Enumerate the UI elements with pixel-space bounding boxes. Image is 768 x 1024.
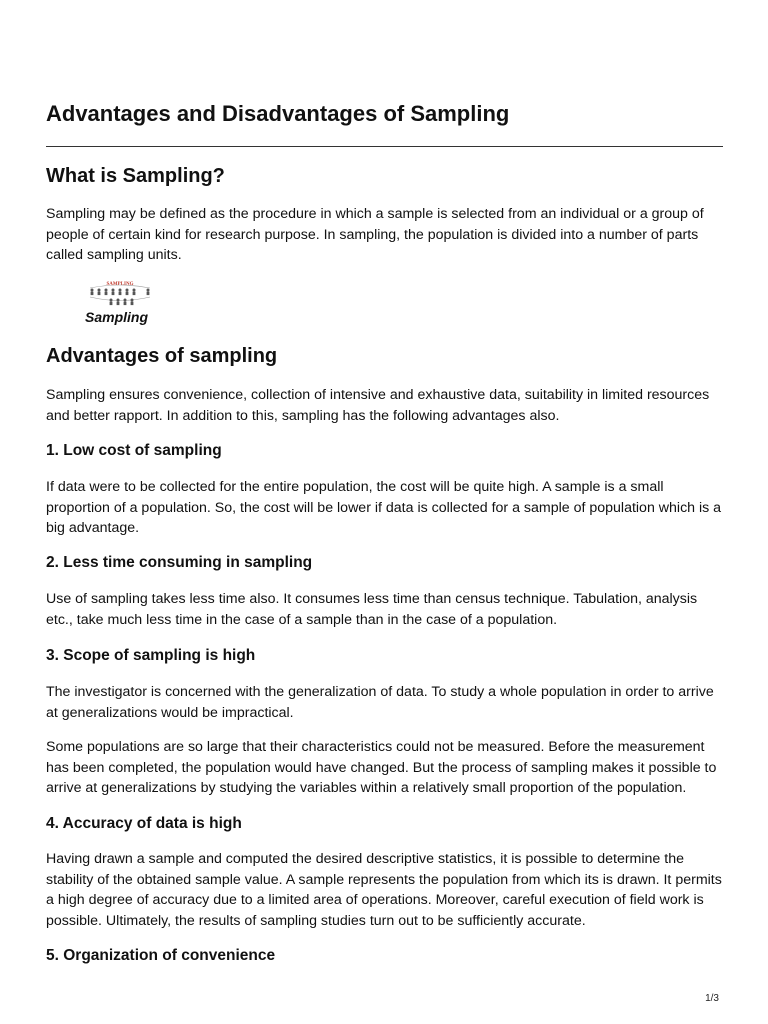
page-number: 1/3 <box>705 993 719 1004</box>
paragraph-less-time: Use of sampling takes less time also. It consumes less time than census technique. Tabulation, analysis etc., take much less time in the case of a sample than in the case of a population. <box>46 591 698 628</box>
paragraph-advantages-intro: Sampling ensures convenience, collection of intensive and exhaustive data, suitability in limited resources and better rapport. In addition to this, sampling has the following advantages also. <box>46 387 710 424</box>
figure-image-text: SAMPLING <box>106 282 134 287</box>
sampling-diagram-image <box>84 280 156 308</box>
subheading-less-time: 2. Less time consuming in sampling <box>46 554 313 571</box>
title-divider <box>46 146 723 147</box>
page-title: Advantages and Disadvantages of Sampling <box>46 101 510 126</box>
subheading-organization: 5. Organization of convenience <box>46 947 276 964</box>
subheading-accuracy: 4. Accuracy of data is high <box>46 815 242 832</box>
paragraph-scope-2: Some populations are so large that their characteristics could not be measured. Before the measurement has been completed, the population would have changed. But the process of sampling makes it possible to arrive at generalizations by studying the variables within a relatively small proportion of the population. <box>46 739 717 797</box>
section-heading-advantages: Advantages of sampling <box>46 345 278 367</box>
paragraph-scope-1: The investigator is concerned with the generalization of data. To study a whole population in order to arrive at generalizations would be impractical. <box>46 684 714 721</box>
figure-caption: Sampling <box>85 309 149 325</box>
sampling-figure <box>84 280 156 308</box>
section-heading-what-is-sampling: What is Sampling? <box>46 165 225 187</box>
paragraph-low-cost: If data were to be collected for the entire population, the cost will be quite high. A sample is a small proportion of a population. So, the cost will be lower if data is collected for a sample of population which is a big advantage. <box>46 479 722 537</box>
paragraph-accuracy: Having drawn a sample and computed the desired descriptive statistics, it is possible to determine the stability of the obtained sample value. A sample represents the population from which its is drawn. It permits a high degree of accuracy due to a limited area of operations. Moreover, careful execution of field work is possible. Ultimately, the results of sampling studies turn out to be sufficiently accurate. <box>46 851 722 929</box>
paragraph-definition: Sampling may be defined as the procedure in which a sample is selected from an individual or a group of people of certain kind for research purpose. In sampling, the population is divided into a number of parts called sampling units. <box>46 206 704 264</box>
subheading-low-cost: 1. Low cost of sampling <box>46 442 222 459</box>
subheading-scope: 3. Scope of sampling is high <box>46 647 256 664</box>
